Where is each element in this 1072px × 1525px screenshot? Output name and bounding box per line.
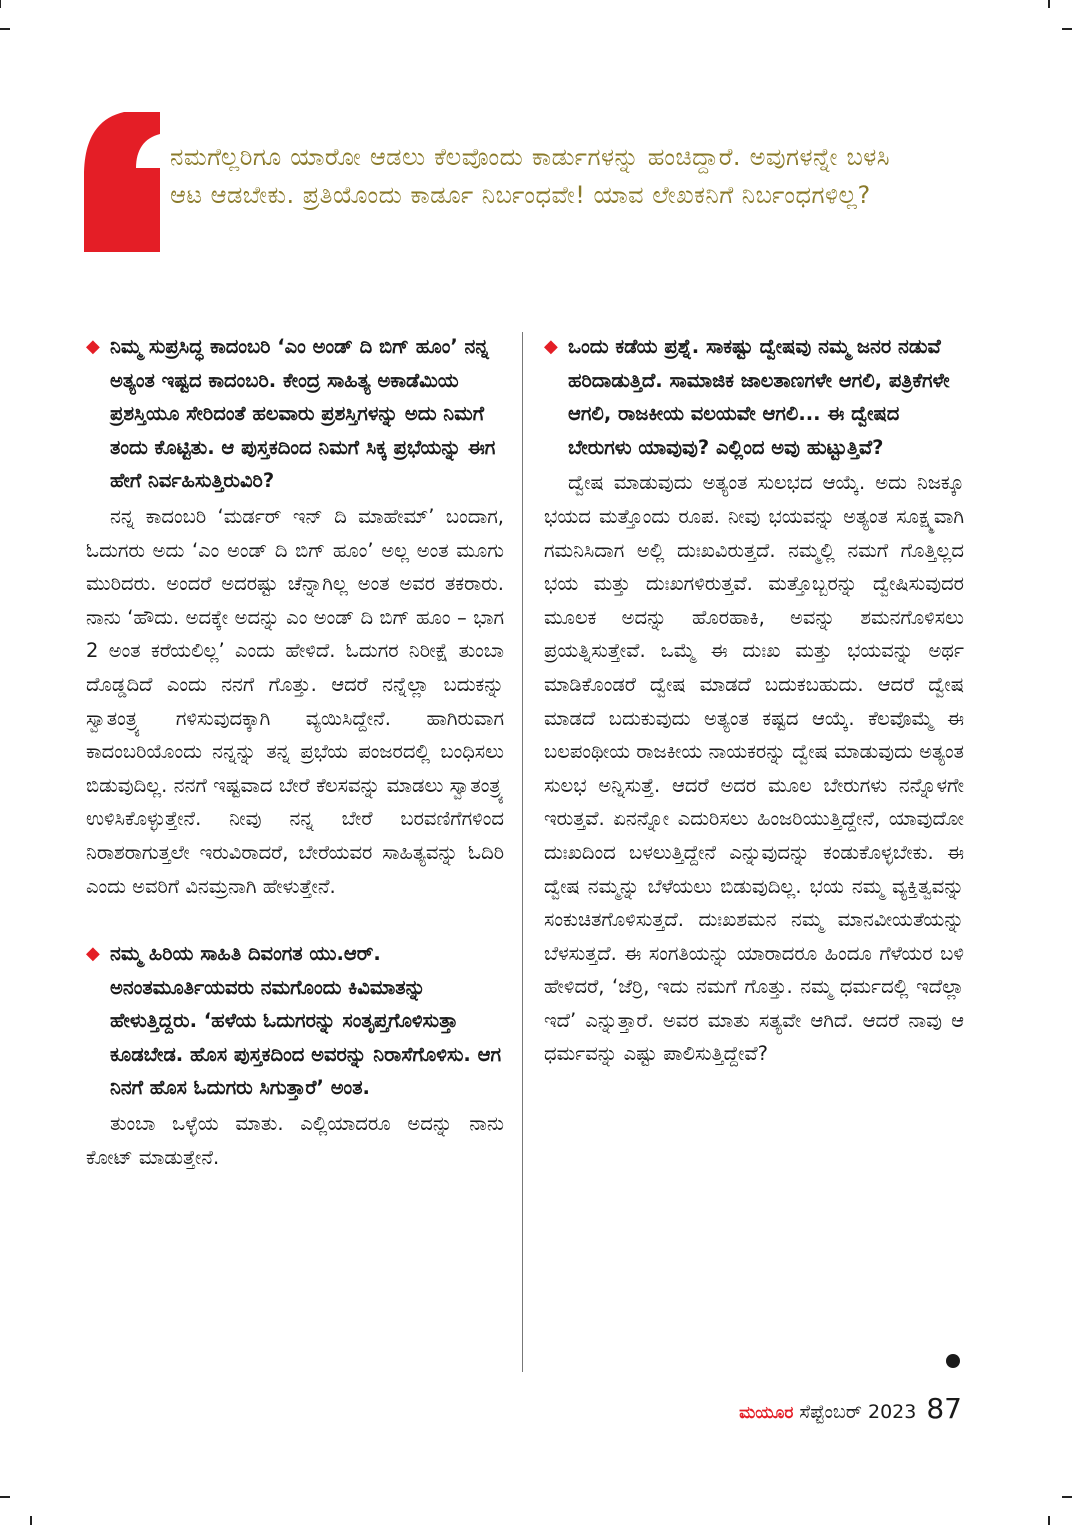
answer-2: ತುಂಬಾ ಒಳ್ಳೆಯ ಮಾತು. ಎಲ್ಲಿಯಾದರೂ ಅದನ್ನು ನಾನು ಕೋಟ್ ಮಾಡುತ್ತೇನೆ. — [86, 1112, 504, 1169]
crop-mark-left-bottom — [0, 1496, 10, 1498]
quote-mark-icon — [84, 112, 160, 252]
diamond-bullet-icon: ◆ — [86, 943, 100, 965]
question-3 — [544, 330, 964, 464]
question-2-text: ನಮ್ಮ ಹಿರಿಯ ಸಾಹಿತಿ ದಿವಂಗತ ಯು.ಆರ್. ಅನಂತಮೂರ್ತಿಯವರು ನಮಗೊಂದು ಕಿವಿಮಾತನ್ನು ಹೇಳುತ್ತಿದ್ದರು. ‘ಹಳೆಯ ಓದುಗರನ್ನು ಸಂತೃಪ್ತಗೊಳಿಸುತ್ತಾ ಕೂಡಬೇಡ. ಹೊಸ ಪುಸ್ತಕದಿಂದ ಅವರನ್ನು ನಿರಾಸೆಗೊಳಿಸು. ಆಗ ನಿನಗೆ ಹೊಸ ಓದುಗರು ಸಿಗುತ್ತಾರೆ’ ಅಂತ. — [110, 942, 502, 1100]
page-number: 87 — [926, 1392, 962, 1425]
end-mark-icon — [946, 1354, 960, 1368]
left-column — [86, 330, 504, 1174]
column-divider — [522, 332, 523, 1372]
right-column — [544, 330, 964, 1071]
crop-mark-top-left — [0, 0, 1, 8]
crop-mark-right-bottom — [1062, 1496, 1072, 1498]
page-footer — [739, 1392, 962, 1425]
crop-mark-bottom-left — [30, 1516, 32, 1525]
diamond-bullet-icon: ◆ — [544, 336, 558, 357]
crop-mark-right-top — [1062, 28, 1072, 30]
crop-mark-bottom-right — [1048, 1516, 1050, 1525]
diamond-bullet-icon: ◆ — [86, 336, 100, 357]
issue-date: ಸೆಪ್ಟೆಂಬರ್ 2023 — [799, 1401, 917, 1423]
question-1 — [86, 330, 504, 498]
answer-1: ನನ್ನ ಕಾದಂಬರಿ ‘ಮರ್ಡರ್ ಇನ್ ದಿ ಮಾಹೇಮ್’ ಬಂದಾಗ, ಓದುಗರು ಅದು ‘ಎಂ ಅಂಡ್ ದಿ ಬಿಗ್ ಹೂಂ’ ಅಲ್ಲ ಅಂತ ಮೂಗು ಮುರಿದರು. ಅಂದರೆ ಅದರಷ್ಟು ಚೆನ್ನಾಗಿಲ್ಲ ಅಂತ ಅವರ ತಕರಾರು. ನಾನು ‘ಹೌದು. ಅದಕ್ಕೇ ಅದನ್ನು ಎಂ ಅಂಡ್ ದಿ ಬಿಗ್ ಹೂಂ – ಭಾಗ 2 ಅಂತ ಕರೆಯಲಿಲ್ಲ’ ಎಂದು ಹೇಳಿದೆ. ಓದುಗರ ನಿರೀಕ್ಷೆ ತುಂಬಾ ದೊಡ್ಡದಿದೆ ಎಂದು ನನಗೆ ಗೊತ್ತು. ಆದರೆ ನನ್ನೆಲ್ಲಾ ಬದುಕನ್ನು ಸ್ವಾತಂತ್ರ್ಯ ಗಳಿಸುವುದಕ್ಕಾಗಿ ವ್ಯಯಿಸಿದ್ದೇನೆ. ಹಾಗಿರುವಾಗ ಕಾದಂಬರಿಯೊಂದು ನನ್ನನ್ನು ತನ್ನ ಪ್ರಭೆಯ ಪಂಜರದಲ್ಲಿ ಬಂಧಿಸಲು ಬಿಡುವುದಿಲ್ಲ. ನನಗೆ ಇಷ್ಟವಾದ ಬೇರೆ ಕೆಲಸವನ್ನು ಮಾಡಲು ಸ್ವಾತಂತ್ರ್ಯ ಉಳಿಸಿಕೊಳ್ಳುತ್ತೇನೆ. ನೀವು ನನ್ನ ಬೇರೆ ಬರವಣಿಗೆಗಳಿಂದ ನಿರಾಶರಾಗುತ್ತಲೇ ಇರುವಿರಾದರೆ, ಬೇರೆಯವರ ಸಾಹಿತ್ಯವನ್ನು ಓದಿರಿ ಎಂದು ಅವರಿಗೆ ವಿನಮ್ರನಾಗಿ ಹೇಳುತ್ತೇನೆ. — [86, 504, 504, 898]
question-1-text: ನಿಮ್ಮ ಸುಪ್ರಸಿದ್ಧ ಕಾದಂಬರಿ ‘ಎಂ ಅಂಡ್ ದಿ ಬಿಗ್ ಹೂಂ’ ನನ್ನ ಅತ್ಯಂತ ಇಷ್ಟದ ಕಾದಂಬರಿ. ಕೇಂದ್ರ ಸಾಹಿತ್ಯ ಅಕಾಡೆಮಿಯ ಪ್ರಶಸ್ತಿಯೂ ಸೇರಿದಂತೆ ಹಲವಾರು ಪ್ರಶಸ್ತಿಗಳನ್ನು ಅದು ನಿಮಗೆ ತಂದು ಕೊಟ್ಟಿತು. ಆ ಪುಸ್ತಕದಿಂದ ನಿಮಗೆ ಸಿಕ್ಕ ಪ್ರಭೆಯನ್ನು ಈಗ ಹೇಗೆ ನಿರ್ವಹಿಸುತ್ತಿರುವಿರಿ? — [110, 335, 496, 493]
crop-mark-left-top — [0, 28, 10, 30]
pull-quote: ನಮಗೆಲ್ಲರಿಗೂ ಯಾರೋ ಆಡಲು ಕೆಲವೊಂದು ಕಾರ್ಡುಗಳನ್ನು ಹಂಚಿದ್ದಾರೆ. ಅವುಗಳನ್ನೇ ಬಳಸಿ ಆಟ ಆಡಬೇಕು. ಪ್ರತಿಯೊಂದು ಕಾರ್ಡೂ ನಿರ್ಬಂಧವೇ! ಯಾವ ಲೇಖಕನಿಗೆ ನಿರ್ಬಂಧಗಳಿಲ್ಲ? — [170, 143, 890, 209]
question-2 — [86, 937, 504, 1105]
question-3-text: ಒಂದು ಕಡೆಯ ಪ್ರಶ್ನೆ. ಸಾಕಷ್ಟು ದ್ವೇಷವು ನಮ್ಮ ಜನರ ನಡುವೆ ಹರಿದಾಡುತ್ತಿದೆ. ಸಾಮಾಜಿಕ ಜಾಲತಾಣಗಳೇ ಆಗಲಿ, ಪತ್ರಿಕೆಗಳೇ ಆಗಲಿ, ರಾಜಕೀಯ ವಲಯವೇ ಆಗಲಿ... ಈ ದ್ವೇಷದ ಬೇರುಗಳು ಯಾವುವು? ಎಲ್ಲಿಂದ ಅವು ಹುಟ್ಟುತ್ತಿವೆ? — [568, 335, 950, 459]
answer-3: ದ್ವೇಷ ಮಾಡುವುದು ಅತ್ಯಂತ ಸುಲಭದ ಆಯ್ಕೆ. ಅದು ನಿಜಕ್ಕೂ ಭಯದ ಮತ್ತೊಂದು ರೂಪ. ನೀವು ಭಯವನ್ನು ಅತ್ಯಂತ ಸೂಕ್ಷ್ಮವಾಗಿ ಗಮನಿಸಿದಾಗ ಅಲ್ಲಿ ದುಃಖವಿರುತ್ತದೆ. ನಮ್ಮಲ್ಲಿ ನಮಗೆ ಗೊತ್ತಿಲ್ಲದ ಭಯ ಮತ್ತು ದುಃಖಗಳಿರುತ್ತವೆ. ಮತ್ತೊಬ್ಬರನ್ನು ದ್ವೇಷಿಸುವುದರ ಮೂಲಕ ಅದನ್ನು ಹೊರಹಾಕಿ, ಅವನ್ನು ಶಮನಗೊಳಿಸಲು ಪ್ರಯತ್ನಿಸುತ್ತೇವೆ. ಒಮ್ಮೆ ಈ ದುಃಖ ಮತ್ತು ಭಯವನ್ನು ಅರ್ಥ ಮಾಡಿಕೊಂಡರೆ ದ್ವೇಷ ಮಾಡದೆ ಬದುಕಬಹುದು. ಆದರೆ ದ್ವೇಷ ಮಾಡದೆ ಬದುಕುವುದು ಅತ್ಯಂತ ಕಷ್ಟದ ಆಯ್ಕೆ. ಕೆಲವೊಮ್ಮೆ ಈ ಬಲಪಂಥೀಯ ರಾಜಕೀಯ ನಾಯಕರನ್ನು ದ್ವೇಷ ಮಾಡುವುದು ಅತ್ಯಂತ ಸುಲಭ ಅನ್ನಿಸುತ್ತೆ. ಆದರೆ ಅದರ ಮೂಲ ಬೇರುಗಳು ನನ್ನೊಳಗೇ ಇರುತ್ತವೆ. ಏನನ್ನೋ ಎದುರಿಸಲು ಹಿಂಜರಿಯುತ್ತಿದ್ದೇನೆ, ಯಾವುದೋ ದುಃಖದಿಂದ ಬಳಲುತ್ತಿದ್ದೇನೆ ಎನ್ನುವುದನ್ನು ಕಂಡುಕೊಳ್ಳಬೇಕು. ಈ ದ್ವೇಷ ನಮ್ಮನ್ನು ಬೆಳೆಯಲು ಬಿಡುವುದಿಲ್ಲ. ಭಯ ನಮ್ಮ ವ್ಯಕ್ತಿತ್ವವನ್ನು ಸಂಕುಚಿತಗೊಳಿಸುತ್ತದೆ. ದುಃಖಶಮನ ನಮ್ಮ ಮಾನವೀಯತೆಯನ್ನು ಬೆಳಸುತ್ತದೆ. ಈ ಸಂಗತಿಯನ್ನು ಯಾರಾದರೂ ಹಿಂದೂ ಗೆಳೆಯರ ಬಳಿ ಹೇಳಿದರೆ, ‘ಜೆರ್ರಿ, ಇದು ನಮಗೆ ಗೊತ್ತು. ನಮ್ಮ ಧರ್ಮದಲ್ಲಿ ಇದೆಲ್ಲಾ ಇದೆ’ ಎನ್ನುತ್ತಾರೆ. ಅವರ ಮಾತು ಸತ್ಯವೇ ಆಗಿದೆ. ಆದರೆ ನಾವು ಆ ಧರ್ಮವನ್ನು ಎಷ್ಟು ಪಾಲಿಸುತ್ತಿದ್ದೇವೆ? — [544, 471, 964, 1066]
crop-mark-top-right — [1048, 0, 1050, 8]
magazine-name: ಮಯೂರ — [739, 1403, 794, 1423]
